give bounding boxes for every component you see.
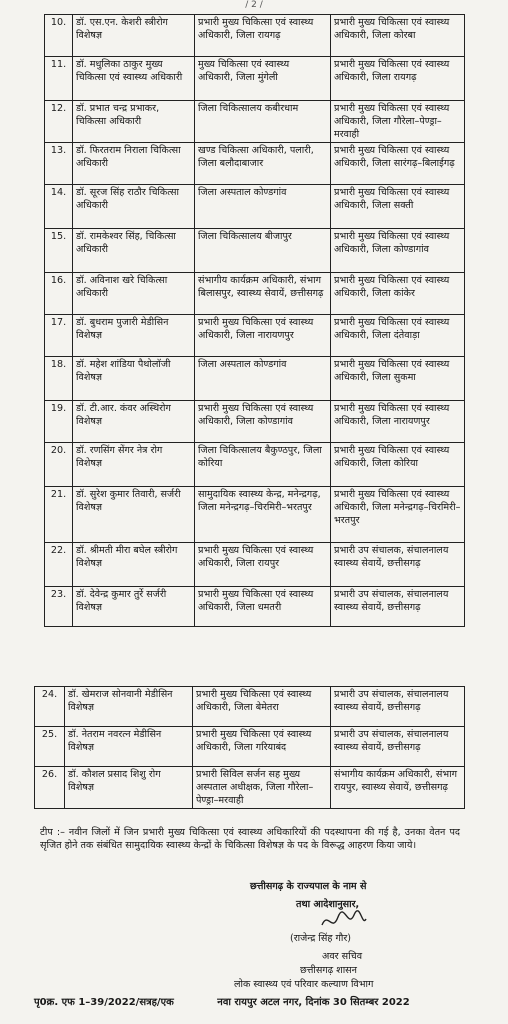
- cell-new: प्रभारी मुख्य चिकित्सा एवं स्वास्थ्य अधिकारी, जिला कोण्डागांव: [331, 229, 465, 273]
- cell-current: मुख्य चिकित्सा एवं स्वास्थ्य अधिकारी, जिला मुंगेली: [195, 57, 331, 101]
- cell-current: खण्ड चिकित्सा अधिकारी, पलारी, जिला बलौदाबाजार: [195, 143, 331, 185]
- table-row: [45, 315, 465, 357]
- table-row: [45, 487, 465, 543]
- cell-current: जिला चिकित्सालय कबीरधाम: [195, 101, 331, 143]
- cell-current: प्रभारी मुख्य चिकित्सा एवं स्वास्थ्य अधिकारी, जिला नारायणपुर: [195, 315, 331, 357]
- cell-current: प्रभारी मुख्य चिकित्सा एवं स्वास्थ्य अधिकारी, जिला रायपुर: [195, 543, 331, 587]
- table-row: [45, 15, 465, 57]
- signature-mark: [318, 907, 368, 935]
- page-number: / 2 /: [245, 0, 263, 10]
- cell-no: 22.: [45, 543, 73, 587]
- reference-number: पृ0क्र. एफ 1–39/2022/सत्रह/एक: [34, 997, 174, 1008]
- cell-name: डॉ. रणसिंग सेंगर नेत्र रोग विशेषज्ञ: [73, 443, 195, 487]
- table-row: [45, 101, 465, 143]
- place-and-date: नवा रायपुर अटल नगर, दिनांक 30 सितम्बर 2022: [217, 997, 410, 1008]
- cell-name: डॉ. टी.आर. कंवर अस्थिरोग विशेषज्ञ: [73, 401, 195, 443]
- cell-new: प्रभारी उप संचालक, संचालनालय स्वास्थ्य सेवायें, छत्तीसगढ़: [331, 543, 465, 587]
- cell-no: 11.: [45, 57, 73, 101]
- note-paragraph: टीप :– नवीन जिलों में जिन प्रभारी मुख्य चिकित्सा एवं स्वास्थ्य अधिकारियों की पदस्थापना की गई है, उनका वेतन पद सृजित होने तक संबंधित सामुदायिक स्वास्थ्य केन्द्रों के चिकित्सा विशेषज्ञ के पद के विरूद्ध आहरण किया जाये।: [40, 827, 460, 851]
- cell-name: डॉ. सूरज सिंह राठौर चिकित्सा अधिकारी: [73, 185, 195, 229]
- cell-current: प्रभारी मुख्य चिकित्सा एवं स्वास्थ्य अधिकारी, जिला कोण्डागांव: [195, 401, 331, 443]
- cell-current: जिला अस्पताल कोण्डगांव: [195, 357, 331, 401]
- table-row: [45, 357, 465, 401]
- cell-new: प्रभारी मुख्य चिकित्सा एवं स्वास्थ्य अधिकारी, जिला मनेन्द्रगढ़–चिरमिरी–भरतपुर: [331, 487, 465, 543]
- cell-new: प्रभारी उप संचालक, संचालनालय स्वास्थ्य सेवायें, छत्तीसगढ़: [331, 727, 465, 767]
- signature-line-2: तथा आदेशानुसार,: [296, 899, 360, 910]
- table-row: [45, 273, 465, 315]
- cell-no: 20.: [45, 443, 73, 487]
- cell-no: 18.: [45, 357, 73, 401]
- cell-no: 24.: [35, 687, 65, 727]
- table-row: [45, 401, 465, 443]
- cell-name: डॉ. श्रीमती मीरा बघेल स्त्रीरोग विशेषज्ञ: [73, 543, 195, 587]
- table-row: [45, 229, 465, 273]
- cell-name: डॉ. देवेन्द्र कुमार तुर्रे सर्जरी विशेषज्ञ: [73, 587, 195, 627]
- cell-no: 12.: [45, 101, 73, 143]
- table-row: [45, 57, 465, 101]
- cell-name: डॉ. रामकेश्वर सिंह, चिकित्सा अधिकारी: [73, 229, 195, 273]
- table-row: [45, 185, 465, 229]
- cell-current: जिला चिकित्सालय बैकुण्ठपुर, जिला कोरिया: [195, 443, 331, 487]
- cell-current: प्रभारी मुख्य चिकित्सा एवं स्वास्थ्य अधिकारी, जिला रायगढ़: [195, 15, 331, 57]
- cell-new: प्रभारी मुख्य चिकित्सा एवं स्वास्थ्य अधिकारी, जिला रायगढ़: [331, 57, 465, 101]
- cell-name: डॉ. मधुलिका ठाकुर मुख्य चिकित्सा एवं स्वास्थ्य अधिकारी: [73, 57, 195, 101]
- cell-current: प्रभारी सिविल सर्जन सह मुख्य अस्पताल अधीक्षक, जिला गौरेला–पेण्ड्रा–मरवाही: [193, 767, 331, 809]
- table-row: [45, 543, 465, 587]
- transfer-table-top: [44, 14, 465, 627]
- cell-current: संभागीय कार्यक्रम अधिकारी, संभाग बिलासपुर, स्वास्थ्य सेवायें, छत्तीसगढ़: [195, 273, 331, 315]
- cell-current: सामुदायिक स्वास्थ्य केन्द्र, मनेन्द्रगढ़, जिला मनेन्द्रगढ़–चिरमिरी–भरतपुर: [195, 487, 331, 543]
- signatory-government: छत्तीसगढ़ शासन: [300, 965, 357, 976]
- transfer-table-bottom: [34, 686, 465, 809]
- cell-no: 10.: [45, 15, 73, 57]
- footer: [34, 994, 494, 1008]
- cell-new: प्रभारी मुख्य चिकित्सा एवं स्वास्थ्य अधिकारी, जिला कोरबा: [331, 15, 465, 57]
- signatory-department: लोक स्वास्थ्य एवं परिवार कल्याण विभाग: [234, 979, 374, 990]
- cell-new: प्रभारी मुख्य चिकित्सा एवं स्वास्थ्य अधिकारी, जिला नारायणपुर: [331, 401, 465, 443]
- cell-new: प्रभारी मुख्य चिकित्सा एवं स्वास्थ्य अधिकारी, जिला कांकेर: [331, 273, 465, 315]
- cell-new: प्रभारी मुख्य चिकित्सा एवं स्वास्थ्य अधिकारी, जिला गौरेला–पेण्ड्रा–मरवाही: [331, 101, 465, 143]
- cell-new: प्रभारी मुख्य चिकित्सा एवं स्वास्थ्य अधिकारी, जिला सुकमा: [331, 357, 465, 401]
- cell-new: संभागीय कार्यक्रम अधिकारी, संभाग रायपुर, स्वास्थ्य सेवायें, छत्तीसगढ़: [331, 767, 465, 809]
- table-row: [35, 767, 465, 809]
- cell-new: प्रभारी मुख्य चिकित्सा एवं स्वास्थ्य अधिकारी, जिला सक्ती: [331, 185, 465, 229]
- cell-name: डॉ. अविनाश खरे चिकित्सा अधिकारी: [73, 273, 195, 315]
- cell-name: डॉ. कौशल प्रसाद शिशु रोग विशेषज्ञ: [65, 767, 193, 809]
- table-row: [45, 143, 465, 185]
- cell-no: 26.: [35, 767, 65, 809]
- cell-name: डॉ. खेमराज सोनवानी मेडीसिन विशेषज्ञ: [65, 687, 193, 727]
- signature-line-1: छत्तीसगढ़ के राज्यपाल के नाम से: [250, 881, 367, 892]
- cell-name: डॉ. महेश शांडिया पैथोलॉजी विशेषज्ञ: [73, 357, 195, 401]
- cell-current: प्रभारी मुख्य चिकित्सा एवं स्वास्थ्य अधिकारी, जिला बेमेतरा: [193, 687, 331, 727]
- cell-current: जिला चिकित्सालय बीजापुर: [195, 229, 331, 273]
- cell-no: 16.: [45, 273, 73, 315]
- cell-no: 21.: [45, 487, 73, 543]
- cell-no: 15.: [45, 229, 73, 273]
- cell-no: 23.: [45, 587, 73, 627]
- signatory-name: (राजेन्द्र सिंह गौर): [290, 933, 352, 944]
- cell-no: 14.: [45, 185, 73, 229]
- cell-name: डॉ. एस.एन. केशरी स्त्रीरोग विशेषज्ञ: [73, 15, 195, 57]
- cell-no: 13.: [45, 143, 73, 185]
- cell-no: 17.: [45, 315, 73, 357]
- cell-new: प्रभारी मुख्य चिकित्सा एवं स्वास्थ्य अधिकारी, जिला दंतेवाड़ा: [331, 315, 465, 357]
- cell-name: डॉ. बुधराम पुजारी मेडीसिन विशेषज्ञ: [73, 315, 195, 357]
- cell-name: डॉ. फिरतराम निराला चिकित्सा अधिकारी: [73, 143, 195, 185]
- cell-current: प्रभारी मुख्य चिकित्सा एवं स्वास्थ्य अधिकारी, जिला धमतरी: [195, 587, 331, 627]
- table-row: [45, 587, 465, 627]
- table-row: [35, 687, 465, 727]
- cell-new: प्रभारी उप संचालक, संचालनालय स्वास्थ्य सेवायें, छत्तीसगढ़: [331, 687, 465, 727]
- signatory-designation: अवर सचिव: [322, 951, 363, 962]
- cell-name: डॉ. सुरेश कुमार तिवारी, सर्जरी विशेषज्ञ: [73, 487, 195, 543]
- cell-name: डॉ. नेतराम नवरत्न मेडीसिन विशेषज्ञ: [65, 727, 193, 767]
- cell-name: डॉ. प्रभात चन्द्र प्रभाकर, चिकित्सा अधिकारी: [73, 101, 195, 143]
- cell-new: प्रभारी मुख्य चिकित्सा एवं स्वास्थ्य अधिकारी, जिला सारंगढ़–बिलाईगढ़: [331, 143, 465, 185]
- cell-current: प्रभारी मुख्य चिकित्सा एवं स्वास्थ्य अधिकारी, जिला गरियाबंद: [193, 727, 331, 767]
- table-row: [45, 443, 465, 487]
- cell-no: 19.: [45, 401, 73, 443]
- cell-no: 25.: [35, 727, 65, 767]
- table-row: [35, 727, 465, 767]
- cell-new: प्रभारी उप संचालक, संचालनालय स्वास्थ्य सेवायें, छत्तीसगढ़: [331, 587, 465, 627]
- cell-current: जिला अस्पताल कोण्डगांव: [195, 185, 331, 229]
- cell-new: प्रभारी मुख्य चिकित्सा एवं स्वास्थ्य अधिकारी, जिला कोरिया: [331, 443, 465, 487]
